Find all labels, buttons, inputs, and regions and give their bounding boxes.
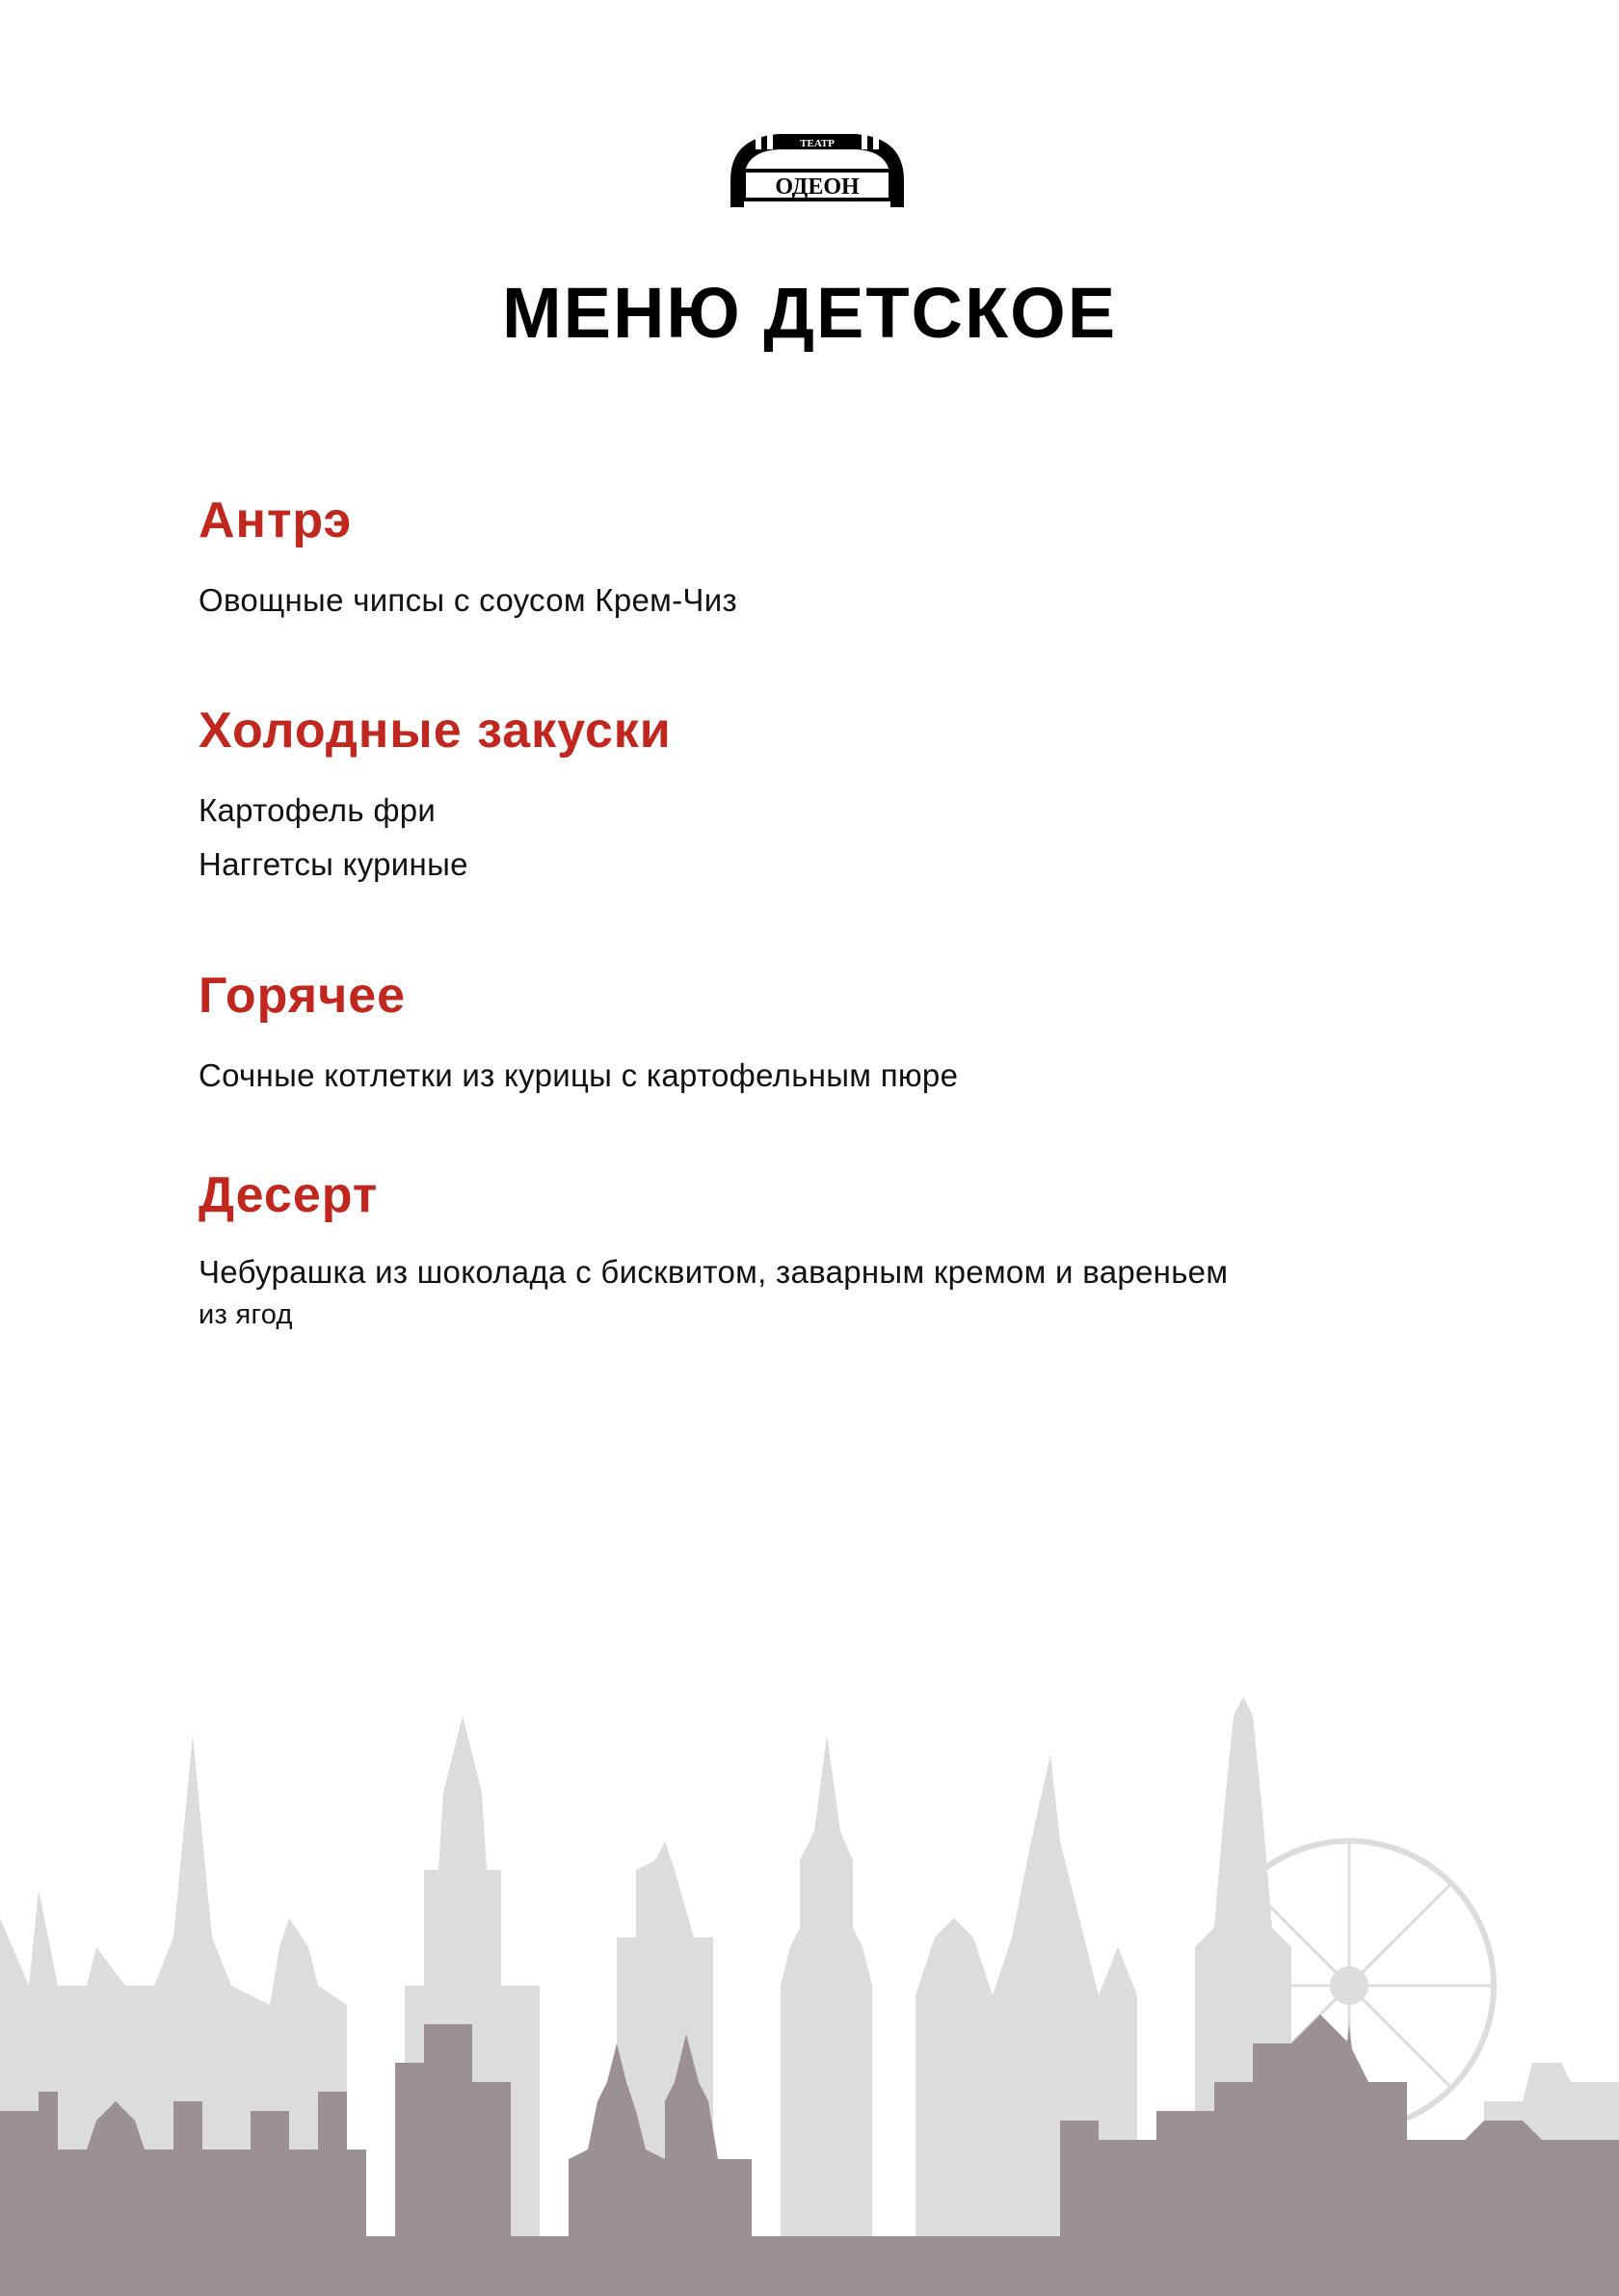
menu-item: Овощные чипсы с соусом Крем-Чиз bbox=[199, 582, 737, 618]
menu-item: Чебурашка из шоколада с бисквитом, заварным кремом и вареньем bbox=[199, 1254, 1229, 1290]
section-title: Антрэ bbox=[199, 493, 353, 548]
section-title: Десерт bbox=[199, 1167, 379, 1223]
section-title: Горячее bbox=[199, 968, 407, 1024]
logo-small-text: ТЕАТР bbox=[800, 138, 835, 149]
menu-section-hot bbox=[199, 962, 958, 1103]
menu-item: Наггетсы куриные bbox=[199, 846, 468, 882]
menu-item-continuation: из ягод bbox=[199, 1299, 293, 1330]
moscow-skyline-icon bbox=[0, 1696, 1619, 2296]
logo-main-text: ОДЕОН bbox=[775, 174, 860, 200]
menu-section-cold-appetizers bbox=[199, 697, 672, 892]
menu-section-dessert bbox=[199, 1161, 1228, 1333]
odeon-theatre-logo bbox=[721, 120, 914, 217]
page-title: МЕНЮ ДЕТСКОЕ bbox=[501, 273, 1118, 353]
menu-item: Сочные котлетки из курицы с картофельным пюре bbox=[199, 1057, 959, 1093]
section-title: Холодные закуски bbox=[199, 703, 672, 759]
menu-item: Картофель фри bbox=[199, 792, 437, 828]
menu-section-antre bbox=[199, 487, 737, 627]
theatre-arch-logo-icon bbox=[721, 120, 914, 217]
